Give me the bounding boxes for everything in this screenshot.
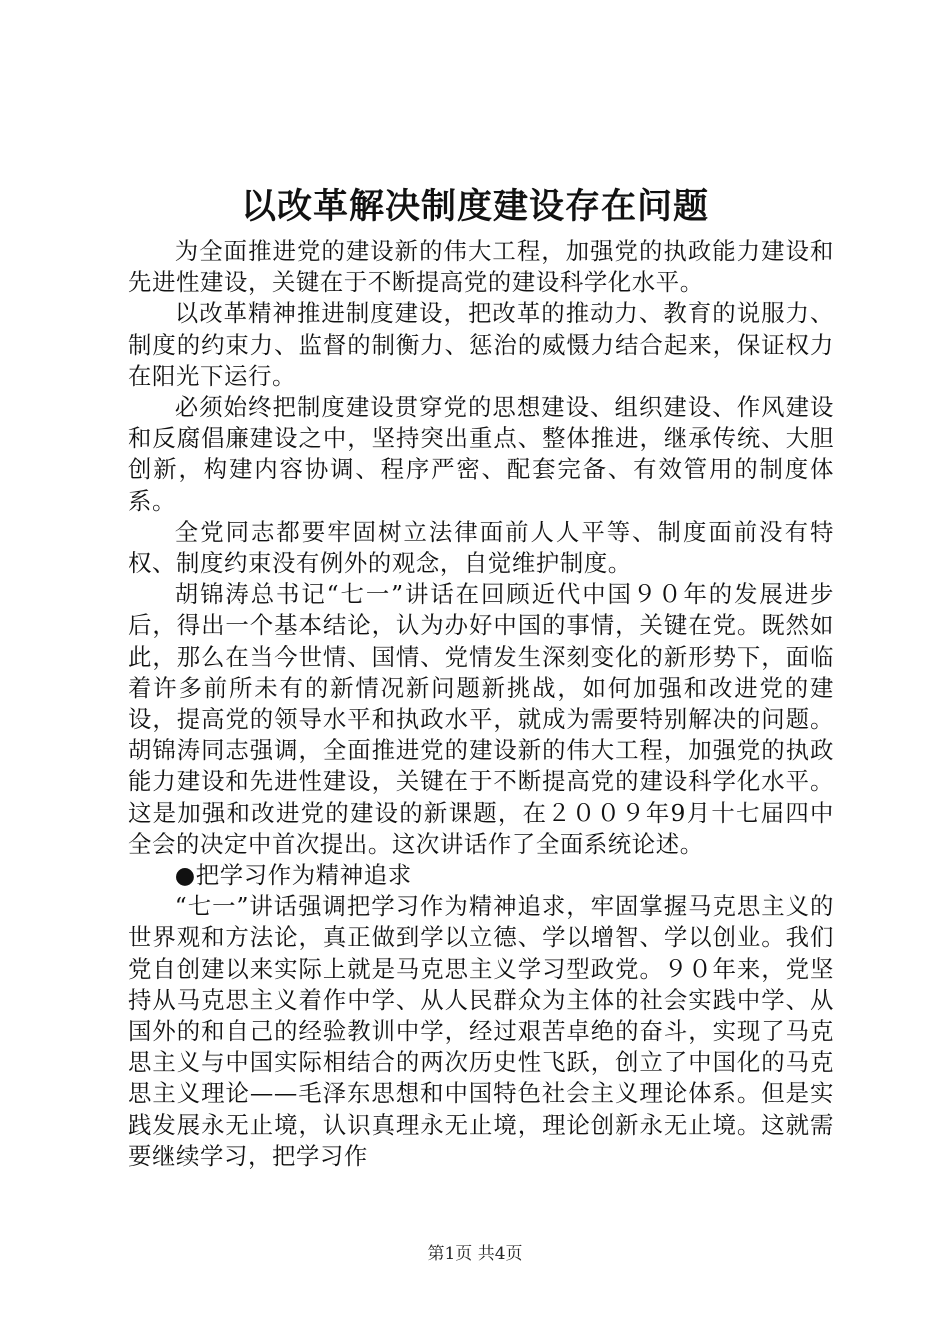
paragraph-1: 为全面推进党的建设新的伟大工程，加强党的执政能力建设和先进性建设，关键在于不断提高党的建设科学化水平。 [128,237,834,297]
document-body [128,236,834,1172]
document-title: 以改革解决制度建设存在问题 [240,186,709,227]
paragraph-4: 全党同志都要牢固树立法律面前人人平等、制度面前没有特权、制度约束没有例外的观念，自觉维护制度。 [128,517,834,578]
page-footer: 第1页 共4页 [427,1244,523,1264]
section-heading-bullet: ●把学习作为精神追求 [174,861,412,890]
paragraph-6: “七一”讲话强调把学习作为精神追求，牢固掌握马克思主义的世界观和方法论，真正做到学以立德、学以增智、学以创业。我们党自创建以来实际上就是马克思主义学习型政党。９０年来，党坚持从马克思主义着作中学、从人民群众为主体的社会实践中学、从国外的和自己的经验教训中学，经过艰苦卓绝的奋斗，实现了马克思主义与中国实际相结合的两次历史性飞跃，创立了中国化的马克思主义理论——毛泽东思想和中国特色社会主义理论体系。但是实践发展永无止境，认识真理永无止境，理论创新永无止境。这就需要继续学习，把学习作 [128,892,834,1170]
paragraph-2: 以改革精神推进制度建设，把改革的推动力、教育的说服力、制度的约束力、监督的制衡力、惩治的威慑力结合起来，保证权力在阳光下运行。 [128,299,834,390]
paragraph-5: 胡锦涛总书记“七一”讲话在回顾近代中国９０年的发展进步后，得出一个基本结论，认为办好中国的事情，关键在党。既然如此，那么在当今世情、国情、党情发生深刻变化的新形势下，面临着许多前所未有的新情况新问题新挑战，如何加强和改进党的建设，提高党的领导水平和执政水平，就成为需要特别解决的问题。胡锦涛同志强调，全面推进党的建设新的伟大工程，加强党的执政能力建设和先进性建设，关键在于不断提高党的建设科学化水平。这是加强和改进党的建设的新课题，在２００９年9月十七届四中全会的决定中首次提出。这次讲话作了全面系统论述。 [128,580,834,858]
paragraph-3: 必须始终把制度建设贯穿党的思想建设、组织建设、作风建设和反腐倡廉建设之中，坚持突出重点、整体推进，继承传统、大胆创新，构建内容协调、程序严密、配套完备、有效管用的制度体系。 [128,393,834,515]
